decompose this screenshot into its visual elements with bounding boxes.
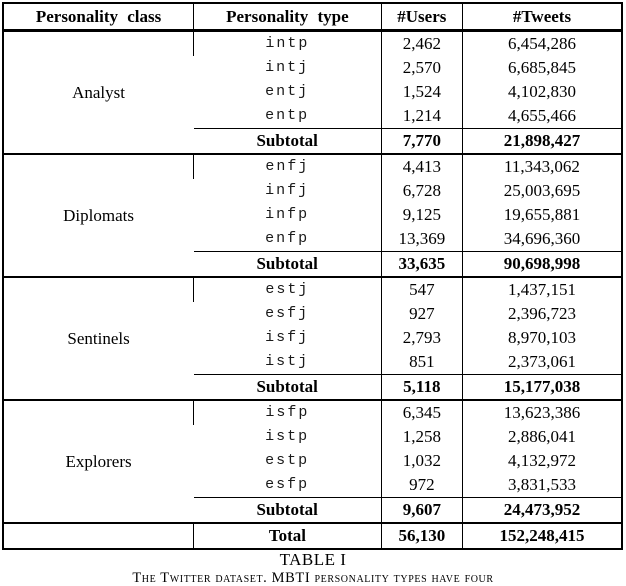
- tweets-count-cell: 3,831,533: [462, 473, 622, 498]
- tweets-count-cell: 13,623,386: [462, 400, 622, 425]
- subtotal-tweets-cell: 15,177,038: [462, 375, 622, 401]
- personality-class-cell: Analyst: [3, 31, 194, 155]
- tweets-count-cell: 6,685,845: [462, 56, 622, 80]
- header-personality-class: Personality class: [3, 3, 194, 31]
- table-caption-text: The Twitter dataset. MBTI personality types have four: [132, 570, 494, 586]
- personality-type-cell: entj: [265, 83, 310, 100]
- subtotal-tweets-cell: 24,473,952: [462, 498, 622, 524]
- users-count-cell: 547: [381, 277, 462, 302]
- personality-type-cell: infj: [265, 182, 310, 199]
- users-count-cell: 972: [381, 473, 462, 498]
- subtotal-tweets-cell: 90,698,998: [462, 252, 622, 278]
- total-row: [3, 523, 622, 549]
- users-count-cell: 927: [381, 302, 462, 326]
- users-count-cell: 1,214: [381, 104, 462, 129]
- users-count-cell: 2,462: [381, 31, 462, 57]
- subtotal-users-cell: 7,770: [381, 129, 462, 155]
- personality-type-row: [3, 400, 622, 425]
- tweets-count-cell: 11,343,062: [462, 154, 622, 179]
- personality-type-row: [3, 154, 622, 179]
- mbti-dataset-table: [2, 2, 623, 550]
- subtotal-label-cell: Subtotal: [194, 252, 382, 278]
- users-count-cell: 1,032: [381, 449, 462, 473]
- header-tweets: #Tweets: [462, 3, 622, 31]
- personality-type-cell: estp: [265, 452, 310, 469]
- personality-type-cell: isfj: [265, 329, 310, 346]
- subtotal-users-cell: 9,607: [381, 498, 462, 524]
- tweets-count-cell: 2,886,041: [462, 425, 622, 449]
- tweets-count-cell: 6,454,286: [462, 31, 622, 57]
- users-count-cell: 9,125: [381, 203, 462, 227]
- personality-class-cell: Diplomats: [3, 154, 194, 277]
- tweets-count-cell: 2,396,723: [462, 302, 622, 326]
- personality-type-cell: entp: [265, 107, 310, 124]
- subtotal-label-cell: Subtotal: [194, 375, 382, 401]
- users-count-cell: 2,793: [381, 326, 462, 350]
- tweets-count-cell: 25,003,695: [462, 179, 622, 203]
- tweets-count-cell: 19,655,881: [462, 203, 622, 227]
- tweets-count-cell: 4,102,830: [462, 80, 622, 104]
- table-caption-title: TABLE I: [279, 550, 347, 569]
- personality-type-cell: intp: [194, 31, 382, 57]
- users-count-cell: 1,524: [381, 80, 462, 104]
- users-count-cell: 2,570: [381, 56, 462, 80]
- users-count-cell: 4,413: [381, 154, 462, 179]
- personality-type-cell: intj: [265, 59, 310, 76]
- personality-type-row: [3, 277, 622, 302]
- tweets-count-cell: 2,373,061: [462, 350, 622, 375]
- personality-type-cell: estj: [194, 277, 382, 302]
- personality-class-cell: Explorers: [3, 400, 194, 523]
- tweets-count-cell: 1,437,151: [462, 277, 622, 302]
- users-count-cell: 6,728: [381, 179, 462, 203]
- header-users: #Users: [381, 3, 462, 31]
- personality-type-cell: enfp: [265, 230, 310, 247]
- personality-class-cell: Sentinels: [3, 277, 194, 400]
- tweets-count-cell: 8,970,103: [462, 326, 622, 350]
- users-count-cell: 851: [381, 350, 462, 375]
- personality-type-row: [3, 31, 622, 57]
- total-users-cell: 56,130: [381, 523, 462, 549]
- subtotal-label-cell: Subtotal: [194, 129, 382, 155]
- personality-type-cell: istj: [265, 353, 310, 370]
- personality-type-cell: enfj: [194, 154, 382, 179]
- users-count-cell: 6,345: [381, 400, 462, 425]
- subtotal-users-cell: 5,118: [381, 375, 462, 401]
- tweets-count-cell: 4,655,466: [462, 104, 622, 129]
- tweets-count-cell: 34,696,360: [462, 227, 622, 252]
- total-label-cell: Total: [194, 523, 382, 549]
- personality-type-cell: isfp: [194, 400, 382, 425]
- personality-type-cell: istp: [265, 428, 310, 445]
- table-header-row: [3, 3, 622, 31]
- header-personality-type: Personality type: [194, 3, 382, 31]
- personality-type-cell: esfj: [265, 305, 310, 322]
- subtotal-label-cell: Subtotal: [194, 498, 382, 524]
- subtotal-tweets-cell: 21,898,427: [462, 129, 622, 155]
- users-count-cell: 1,258: [381, 425, 462, 449]
- personality-type-cell: infp: [265, 206, 310, 223]
- tweets-count-cell: 4,132,972: [462, 449, 622, 473]
- subtotal-users-cell: 33,635: [381, 252, 462, 278]
- users-count-cell: 13,369: [381, 227, 462, 252]
- personality-type-cell: esfp: [265, 476, 310, 493]
- total-tweets-cell: 152,248,415: [462, 523, 622, 549]
- total-empty-cell: [3, 523, 194, 549]
